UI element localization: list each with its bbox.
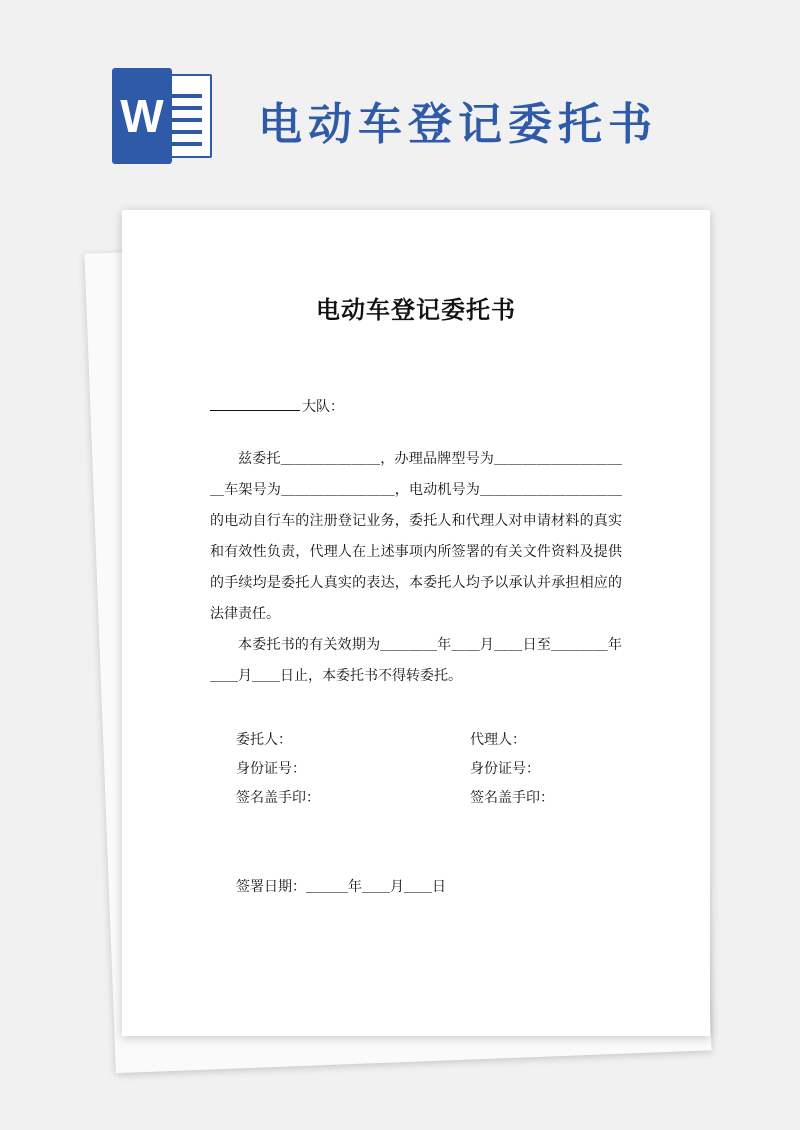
- agent-sign-label: 签名盖手印：: [470, 790, 554, 806]
- body-paragraph-validity: 本委托书的有关效期为＿＿＿＿年＿＿月＿＿日至＿＿＿＿年＿＿月＿＿日止，本委托书不得转委托。: [210, 637, 622, 684]
- agent-id-label: 身份证号：: [470, 761, 540, 777]
- addressee-line: [210, 396, 344, 416]
- addressee-blank: [210, 410, 300, 411]
- document-page: [122, 210, 710, 1036]
- principal-signature-block: [236, 726, 320, 813]
- signing-date-line: 签署日期：＿＿＿年＿＿月＿＿日: [236, 879, 446, 895]
- principal-sign-label: 签名盖手印：: [236, 790, 320, 806]
- agent-signature-block: [470, 726, 554, 813]
- agent-name-label: 代理人：: [470, 732, 526, 748]
- word-logo-letter: W: [112, 68, 172, 164]
- body-paragraph-entrust: 兹委托＿＿＿＿＿＿＿，办理品牌型号为＿＿＿＿＿＿＿＿＿＿车架号为＿＿＿＿＿＿＿＿，电动机号为＿＿＿＿＿＿＿＿＿＿的电动自行车的注册登记业务，委托人和代理人对申请材料的真实和有效性负责，代理人在上述事项内所签署的有关文件资料及提供的手续均是委托人真实的表达，本委托人均予以承认并承担相应的法律责任。: [210, 451, 622, 622]
- banner: [0, 0, 800, 200]
- document-title: 电动车登记委托书: [316, 296, 516, 324]
- document-body: [210, 444, 622, 692]
- word-document-icon: [112, 68, 214, 164]
- banner-title: 电动车登记委托书: [258, 99, 658, 150]
- principal-name-label: 委托人：: [236, 732, 292, 748]
- addressee-suffix: 大队：: [302, 399, 344, 415]
- principal-id-label: 身份证号：: [236, 761, 306, 777]
